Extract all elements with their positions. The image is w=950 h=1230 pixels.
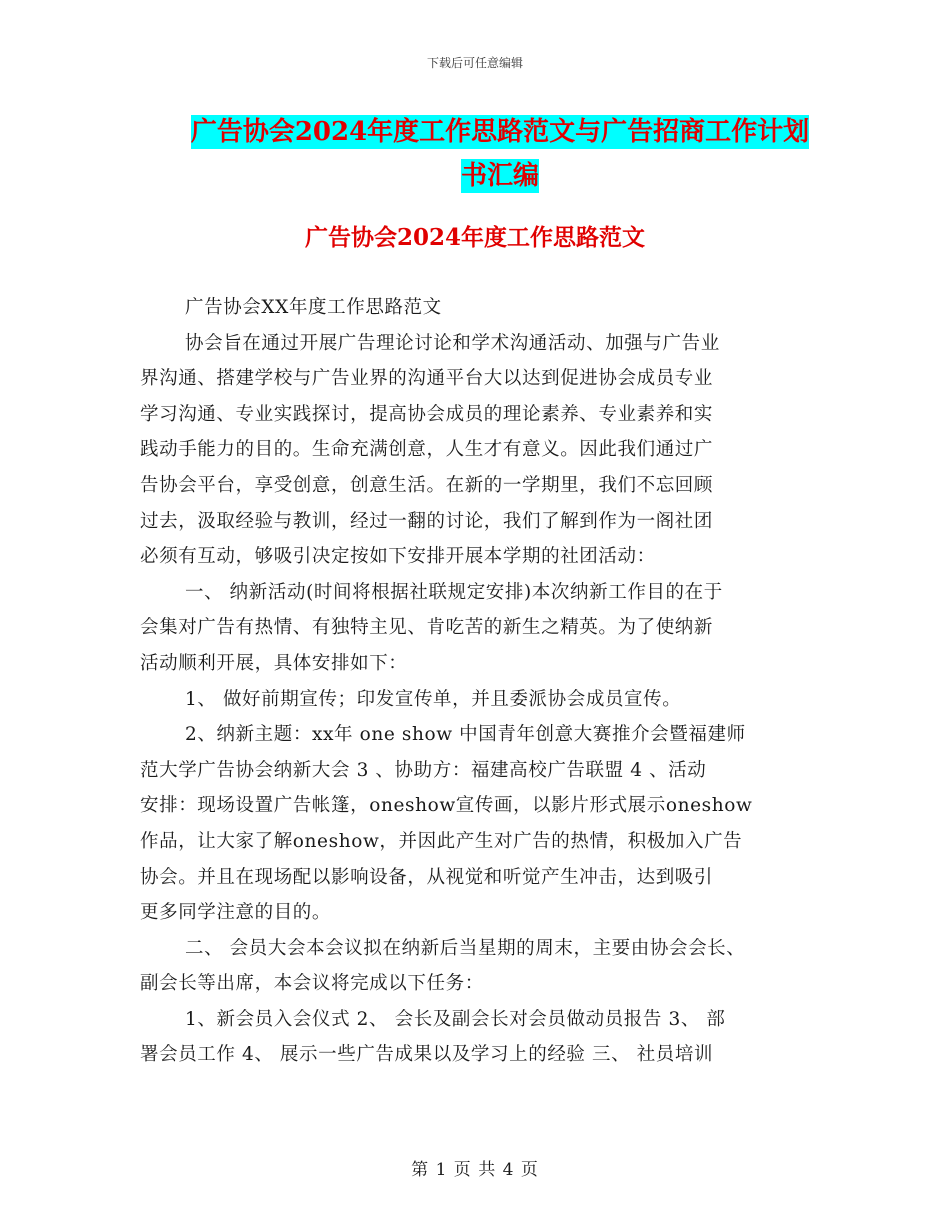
document-title-text-2: 书汇编 (460, 161, 539, 191)
paragraph-line: 2、纳新主题：xx年 one show 中国青年创意大赛推介会暨福建师 (185, 724, 746, 746)
paragraph-line: 践动手能力的目的。生命充满创意，人生才有意义。因此我们通过广 (140, 439, 714, 461)
paragraph-line: 协会旨在通过开展广告理论讨论和学术沟通活动、加强与广告业 (185, 332, 720, 354)
paragraph-line: 署会员工作 4、 展示一些广告成果以及学习上的经验 三、 社员培训 (140, 1044, 714, 1066)
paragraph-line: 学习沟通、专业实践探讨，提高协会成员的理论素养、专业素养和实 (140, 403, 714, 425)
paragraph-line: 会集对广告有热情、有独特主见、肯吃苦的新生之精英。为了使纳新 (140, 617, 714, 639)
header-note: 下载后可任意编辑 (426, 56, 523, 70)
paragraph-line: 1、 做好前期宣传；印发宣传单，并且委派协会成员宣传。 (185, 688, 682, 710)
paragraph-line: 协会。并且在现场配以影响设备，从视觉和听觉产生冲击，达到吸引 (140, 866, 714, 888)
paragraph-line: 安排：现场设置广告帐篷，oneshow宣传画，以影片形式展示oneshow (140, 795, 753, 817)
paragraph-line: 更多同学注意的目的。 (140, 902, 332, 924)
paragraph-line: 作品，让大家了解oneshow，并因此产生对广告的热情，积极加入广告 (140, 830, 743, 852)
document-title-line-1 (140, 108, 860, 156)
paragraph-line: 界沟通、搭建学校与广告业界的沟通平台大以达到促进协会成员专业 (140, 368, 714, 390)
document-title-text-1: 广告协会2024年度工作思路范文与广告招商工作计划 (190, 117, 810, 147)
paragraph-line: 告协会平台，享受创意，创意生活。在新的一学期里，我们不忘回顾 (140, 474, 714, 496)
document-body (140, 290, 820, 1073)
paragraph-line: 二、 会员大会本会议拟在纳新后当星期的周末，主要由协会会长、 (185, 937, 746, 959)
paragraph-line: 范大学广告协会纳新大会 3 、协助方：福建高校广告联盟 4 、活动 (140, 759, 707, 781)
paragraph-line: 一、 纳新活动(时间将根据社联规定安排)本次纳新工作目的在于 (185, 581, 723, 603)
paragraph-line: 过去，汲取经验与教训，经过一翻的讨论，我们了解到作为一阁社团 (140, 510, 714, 532)
paragraph-line: 副会长等出席，本会议将完成以下任务： (140, 973, 484, 995)
paragraph-line: 必须有互动，够吸引决定按如下安排开展本学期的社团活动： (140, 546, 656, 568)
document-title-line-2 (140, 152, 860, 200)
paragraph-line: 1、新会员入会仪式 2、 会长及副会长对会员做动员报告 3、 部 (185, 1008, 726, 1030)
page-footer: 第 1 页 共 4 页 (411, 1160, 539, 1180)
paragraph-line: 活动顺利开展，具体安排如下： (140, 652, 408, 674)
section-title: 广告协会2024年度工作思路范文 (304, 224, 645, 251)
subtitle-line: 广告协会XX年度工作思路范文 (185, 297, 442, 318)
